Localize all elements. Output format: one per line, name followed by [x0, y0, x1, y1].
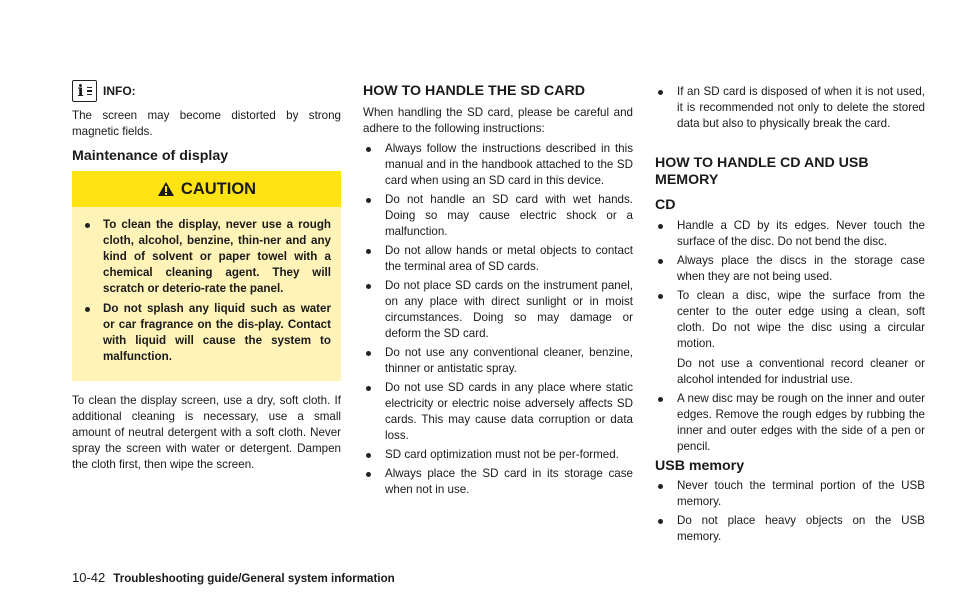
usb-heading: USB memory: [655, 458, 745, 474]
page-number: 10-42: [72, 570, 106, 585]
cd-usb-heading: HOW TO HANDLE CD AND USB MEMORY: [655, 155, 869, 188]
list-item: Do not allow hands or metal objects to contact the terminal area of SD cards.: [363, 243, 633, 275]
usb-list: [655, 478, 925, 545]
cd-heading: CD: [655, 197, 676, 213]
list-item: Do not use SD cards in any place where static electricity or electric noise adversely affects SD cards. This may cause data corruption or data loss.: [363, 380, 633, 444]
list-item: Do not handle an SD card with wet hands. Doing so may cause electric shock or a malfunction.: [363, 192, 633, 240]
caution-item: To clean the display, never use a rough cloth, alcohol, benzine, thin-ner and any kind of solvent or paper towel with a chemical cleaning agent. They will scratch or deterio-rate the panel.: [82, 217, 331, 297]
list-item: A new disc may be rough on the inner and outer edges. Remove the rough edges by rubbing the inner and outer edges with the side of a pen or pencil.: [655, 391, 925, 455]
list-item: Always place the SD card in its storage case when not in use.: [363, 466, 633, 498]
maintenance-text: To clean the display screen, use a dry, soft cloth. If additional cleaning is necessary, use a small amount of neutral detergent with a soft cloth. Never spray the screen with water or detergent. Dampen the cloth first, then wipe the screen.: [72, 394, 341, 471]
caution-item: Do not splash any liquid such as water or car fragrance on the dis-play. Contact with liquid will cause the system to malfunction.: [82, 301, 331, 365]
sd-card-disposal-list: [655, 84, 925, 132]
list-item: If an SD card is disposed of when it is not used, it is recommended not only to delete the stored data but also to physically break the card.: [655, 84, 925, 132]
info-icon: i: [72, 80, 97, 102]
list-item: To clean a disc, wipe the surface from the center to the outer edge using a clean, soft cloth. Do not wipe the disc using a circular motion. Do not use a conventional record cleaner or alcohol intended for industrial use.: [655, 288, 925, 388]
warning-icon: [157, 181, 175, 197]
list-item: Do not place SD cards on the instrument panel, on any place with direct sunlight or in moist circumstances. Doing so may damage or deform the SD card.: [363, 278, 633, 342]
cd-list: [655, 218, 925, 455]
list-item: SD card optimization must not be per-formed.: [363, 447, 633, 463]
maintenance-heading: Maintenance of display: [72, 148, 229, 164]
caution-header: [72, 171, 341, 207]
info-label: INFO:: [103, 84, 136, 98]
info-header: [72, 80, 136, 102]
list-item-note: Do not use a conventional record cleaner or alcohol intended for industrial use.: [677, 357, 925, 386]
sd-card-list: [363, 141, 633, 498]
sd-card-intro: When handling the SD card, please be careful and adhere to the following instructions:: [363, 106, 633, 135]
info-text: The screen may become distorted by strong magnetic fields.: [72, 109, 341, 138]
caution-box: [72, 171, 341, 381]
sd-card-heading: HOW TO HANDLE THE SD CARD: [363, 83, 586, 99]
list-item: Always follow the instructions described in this manual and in the handbook attached to the SD card when using an SD card in this device.: [363, 141, 633, 189]
list-item: Handle a CD by its edges. Never touch the surface of the disc. Do not bend the disc.: [655, 218, 925, 250]
caution-list: [72, 207, 341, 365]
page-footer: [72, 570, 395, 585]
list-item: Do not use any conventional cleaner, benzine, thinner or antistatic spray.: [363, 345, 633, 377]
footer-section-title: Troubleshooting guide/General system information: [113, 572, 395, 585]
list-item: Do not place heavy objects on the USB memory.: [655, 513, 925, 545]
list-item: Never touch the terminal portion of the USB memory.: [655, 478, 925, 510]
caution-title: CAUTION: [180, 179, 257, 198]
list-item: Always place the discs in the storage case when they are not being used.: [655, 253, 925, 285]
